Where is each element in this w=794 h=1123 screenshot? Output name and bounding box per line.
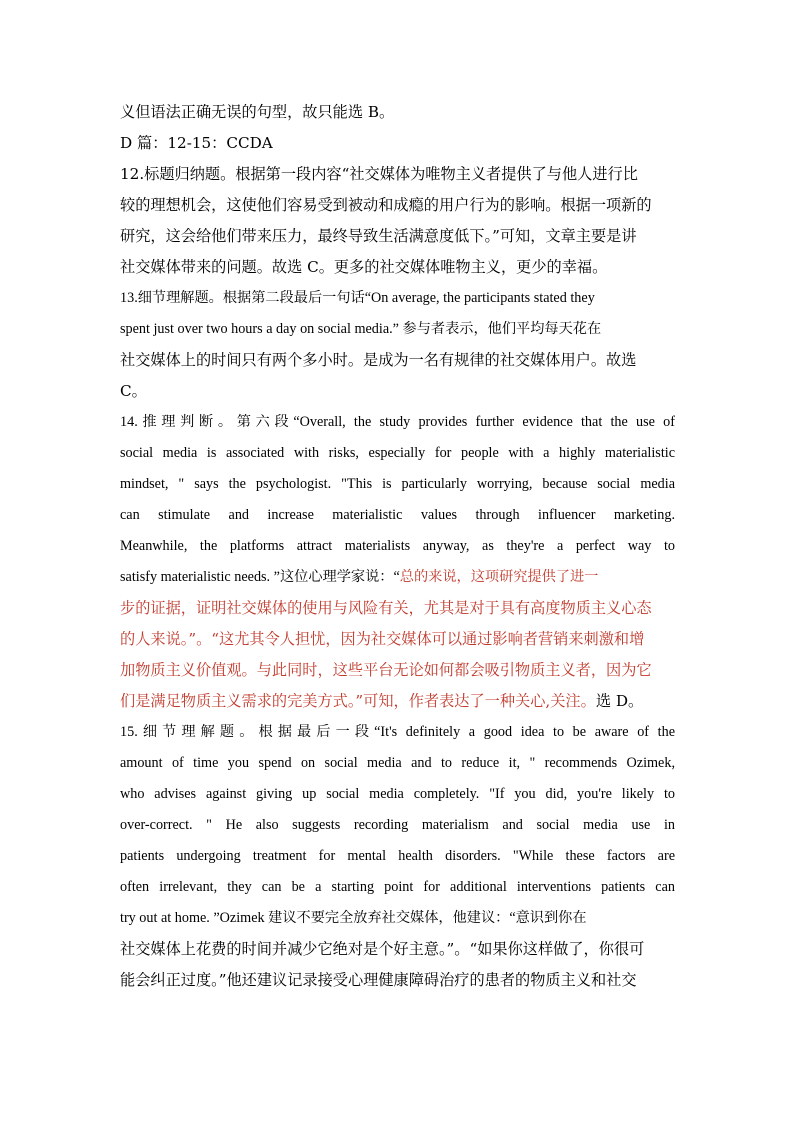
- line-text: social media is associated with risks, especially for people with a highly materialistic: [120, 445, 675, 461]
- line-text: C。: [120, 382, 147, 400]
- text-line: [120, 225, 675, 249]
- line-text-highlight: 加物质主义价值观。与此同时，这些平台无论如何都会吸引物质主义者，因为它: [120, 661, 652, 679]
- line-text: satisfy materialistic needs. ”这位心理学家说：“: [120, 569, 400, 585]
- line-text: 能会纠正过度。”他还建议记录接受心理健康障碍治疗的患者的物质主义和社交: [120, 971, 637, 989]
- line-text: 15.细节理解题。根据最后一段“It's definitely a good idea to be aware of the: [120, 724, 675, 740]
- text-line: [120, 442, 675, 466]
- line-text: over-correct. " He also suggests recording materialism and social media use in: [120, 817, 675, 833]
- line-text: mindset, " says the psychologist. "This is particularly worrying, because social media: [120, 476, 675, 492]
- text-line: [120, 535, 675, 559]
- line-text: 研究，这会给他们带来压力，最终导致生活满意度低下。”可知，文章主要是讲: [120, 227, 637, 245]
- line-text-highlight: 的人来说。”。“这尤其令人担忧，因为社交媒体可以通过影响者营销来刺激和增: [120, 630, 645, 648]
- line-text: 社交媒体带来的问题。故选 C。更多的社交媒体唯物主义，更少的幸福。: [120, 258, 608, 276]
- line-text: D 篇：12-15：CCDA: [120, 134, 273, 152]
- text-line: [120, 938, 675, 962]
- line-text: 义但语法正确无误的句型，故只能选 B。: [120, 103, 395, 121]
- text-line: [120, 783, 675, 807]
- text-line: [120, 318, 675, 342]
- text-line: [120, 473, 675, 497]
- text-line: [120, 349, 675, 373]
- text-line: [120, 163, 675, 187]
- text-line: [120, 504, 675, 528]
- text-line: [120, 690, 675, 714]
- line-text: try out at home. ”Ozimek 建议不要完全放弃社交媒体，他建议：“意识到你在: [120, 910, 587, 926]
- text-line: [120, 628, 675, 652]
- line-text: 14.推理判断。第六段“Overall, the study provides further evidence that the use of: [120, 414, 675, 430]
- line-text: patients undergoing treatment for mental health disorders. "While these factors are: [120, 848, 675, 864]
- line-text-highlight: 步的证据，证明社交媒体的使用与风险有关，尤其是对于具有高度物质主义心态: [120, 599, 652, 617]
- text-line: [120, 101, 675, 125]
- text-line: [120, 969, 675, 993]
- line-text: 13.细节理解题。根据第二段最后一句话“On average, the participants stated they: [120, 290, 595, 306]
- line-text-highlight: 们是满足物质主义需求的完美方式。”: [120, 692, 364, 710]
- text-line: [120, 876, 675, 900]
- text-line: [120, 132, 675, 156]
- text-line: [120, 845, 675, 869]
- line-text: often irrelevant, they can be a starting point for additional interventions patients can: [120, 879, 675, 895]
- line-text: can stimulate and increase materialistic values through influencer marketing.: [120, 507, 675, 523]
- text-line: [120, 194, 675, 218]
- text-line: [120, 597, 675, 621]
- line-text: spent just over two hours a day on social media.” 参与者表示，他们平均每天花在: [120, 321, 602, 337]
- line-text: 社交媒体上花费的时间并减少它绝对是个好主意。”。“如果你这样做了，你很可: [120, 940, 645, 958]
- line-text: 较的理想机会，这使他们容易受到被动和成瘾的用户行为的影响。根据一项新的: [120, 196, 652, 214]
- text-line: [120, 411, 675, 435]
- line-text: 社交媒体上的时间只有两个多小时。是成为一名有规律的社交媒体用户。故选: [120, 351, 637, 369]
- text-line: [120, 752, 675, 776]
- text-line: [120, 287, 675, 311]
- line-text-highlight: 总的来说，这项研究提供了进一: [399, 569, 599, 585]
- line-text: who advises against giving up social media completely. "If you did, you're likely to: [120, 786, 675, 802]
- text-line: [120, 566, 675, 590]
- text-line: [120, 721, 675, 745]
- line-text: 12.标题归纳题。根据第一段内容“社交媒体为唯物主义者提供了与他人进行比: [120, 165, 638, 183]
- line-text-highlight: 可知，作者表达了一种关心,关注。: [363, 692, 596, 710]
- text-line: [120, 907, 675, 931]
- text-line: [120, 814, 675, 838]
- line-text: amount of time you spend on social media and to reduce it, " recommends Ozimek,: [120, 755, 675, 771]
- line-text: Meanwhile, the platforms attract materialists anyway, as they're a perfect way to: [120, 538, 675, 554]
- text-line: [120, 256, 675, 280]
- line-text: 选 D。: [595, 692, 644, 710]
- text-line: [120, 380, 675, 404]
- text-line: [120, 659, 675, 683]
